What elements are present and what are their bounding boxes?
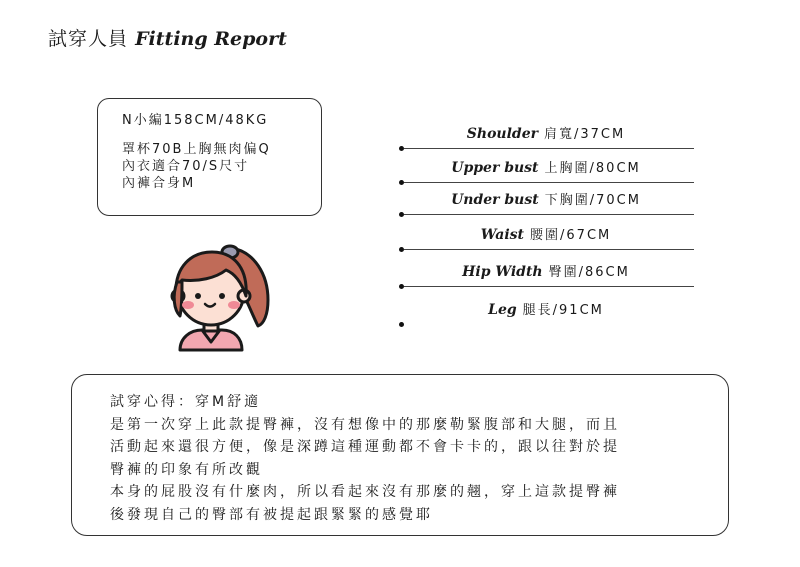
- measurement-row-hip-width: [398, 256, 694, 286]
- measurement-label-en: Upper bust: [451, 160, 539, 176]
- review-line: 後發現自己的臀部有被提起跟緊緊的感覺耶: [110, 506, 433, 523]
- page-title: [48, 24, 287, 51]
- review-card: [71, 374, 729, 536]
- divider: [404, 249, 694, 250]
- review-line: 臀褲的印象有所改觀: [110, 461, 263, 478]
- measurement-value: 腿長/91CM: [522, 303, 604, 318]
- measurement-value: 下胸圍/70CM: [544, 193, 641, 208]
- review-heading: 試穿心得：穿M舒適: [110, 394, 262, 410]
- measurement-row-shoulder: [398, 118, 694, 148]
- measurement-label-en: Shoulder: [466, 126, 538, 142]
- title-en: Fitting Report: [135, 28, 287, 50]
- measurement-label-en: Waist: [480, 227, 525, 243]
- bullet-dot: [399, 146, 404, 151]
- profile-card: [97, 98, 322, 216]
- review-line: 是第一次穿上此款提臀褲，沒有想像中的那麼勒緊腹部和大腿，而且: [110, 416, 620, 433]
- measurement-label-en: Leg: [488, 302, 517, 318]
- divider: [404, 286, 694, 287]
- measurement-label-en: Hip Width: [462, 264, 543, 280]
- measurement-value: 腰圍/67CM: [530, 228, 612, 243]
- review-line: 本身的屁股沒有什麼肉，所以看起來沒有那麼的翹，穿上這款提臀褲: [110, 484, 620, 500]
- divider: [404, 214, 694, 215]
- profile-line: 內衣適合70/S尺寸: [122, 159, 250, 174]
- profile-line: 內褲合身M: [122, 176, 196, 191]
- measurement-row-leg: [398, 294, 694, 324]
- measurement-label-en: Under bust: [451, 192, 539, 208]
- bullet-dot: [399, 212, 404, 217]
- bullet-dot: [399, 247, 404, 252]
- measurement-row-upper-bust: [398, 152, 694, 182]
- measurement-row-waist: [398, 219, 694, 249]
- review-line: 活動起來還很方便，像是深蹲這種運動都不會卡卡的，跟以往對於提: [110, 439, 620, 455]
- profile-line: N小編158CM/48KG: [122, 113, 269, 128]
- measurement-value: 上胸圍/80CM: [544, 161, 641, 176]
- profile-line: 罩杯70B上胸無肉偏Q: [122, 142, 271, 157]
- measurement-row-under-bust: [398, 184, 694, 214]
- girl-avatar-icon: [150, 222, 275, 354]
- measurement-value: 肩寬/37CM: [543, 127, 626, 142]
- divider: [404, 148, 694, 149]
- divider: [404, 182, 694, 183]
- bullet-dot: [399, 322, 404, 327]
- title-zh: 試穿人員: [48, 28, 129, 50]
- measurement-value: 臀圍/86CM: [548, 265, 630, 280]
- bullet-dot: [399, 284, 404, 289]
